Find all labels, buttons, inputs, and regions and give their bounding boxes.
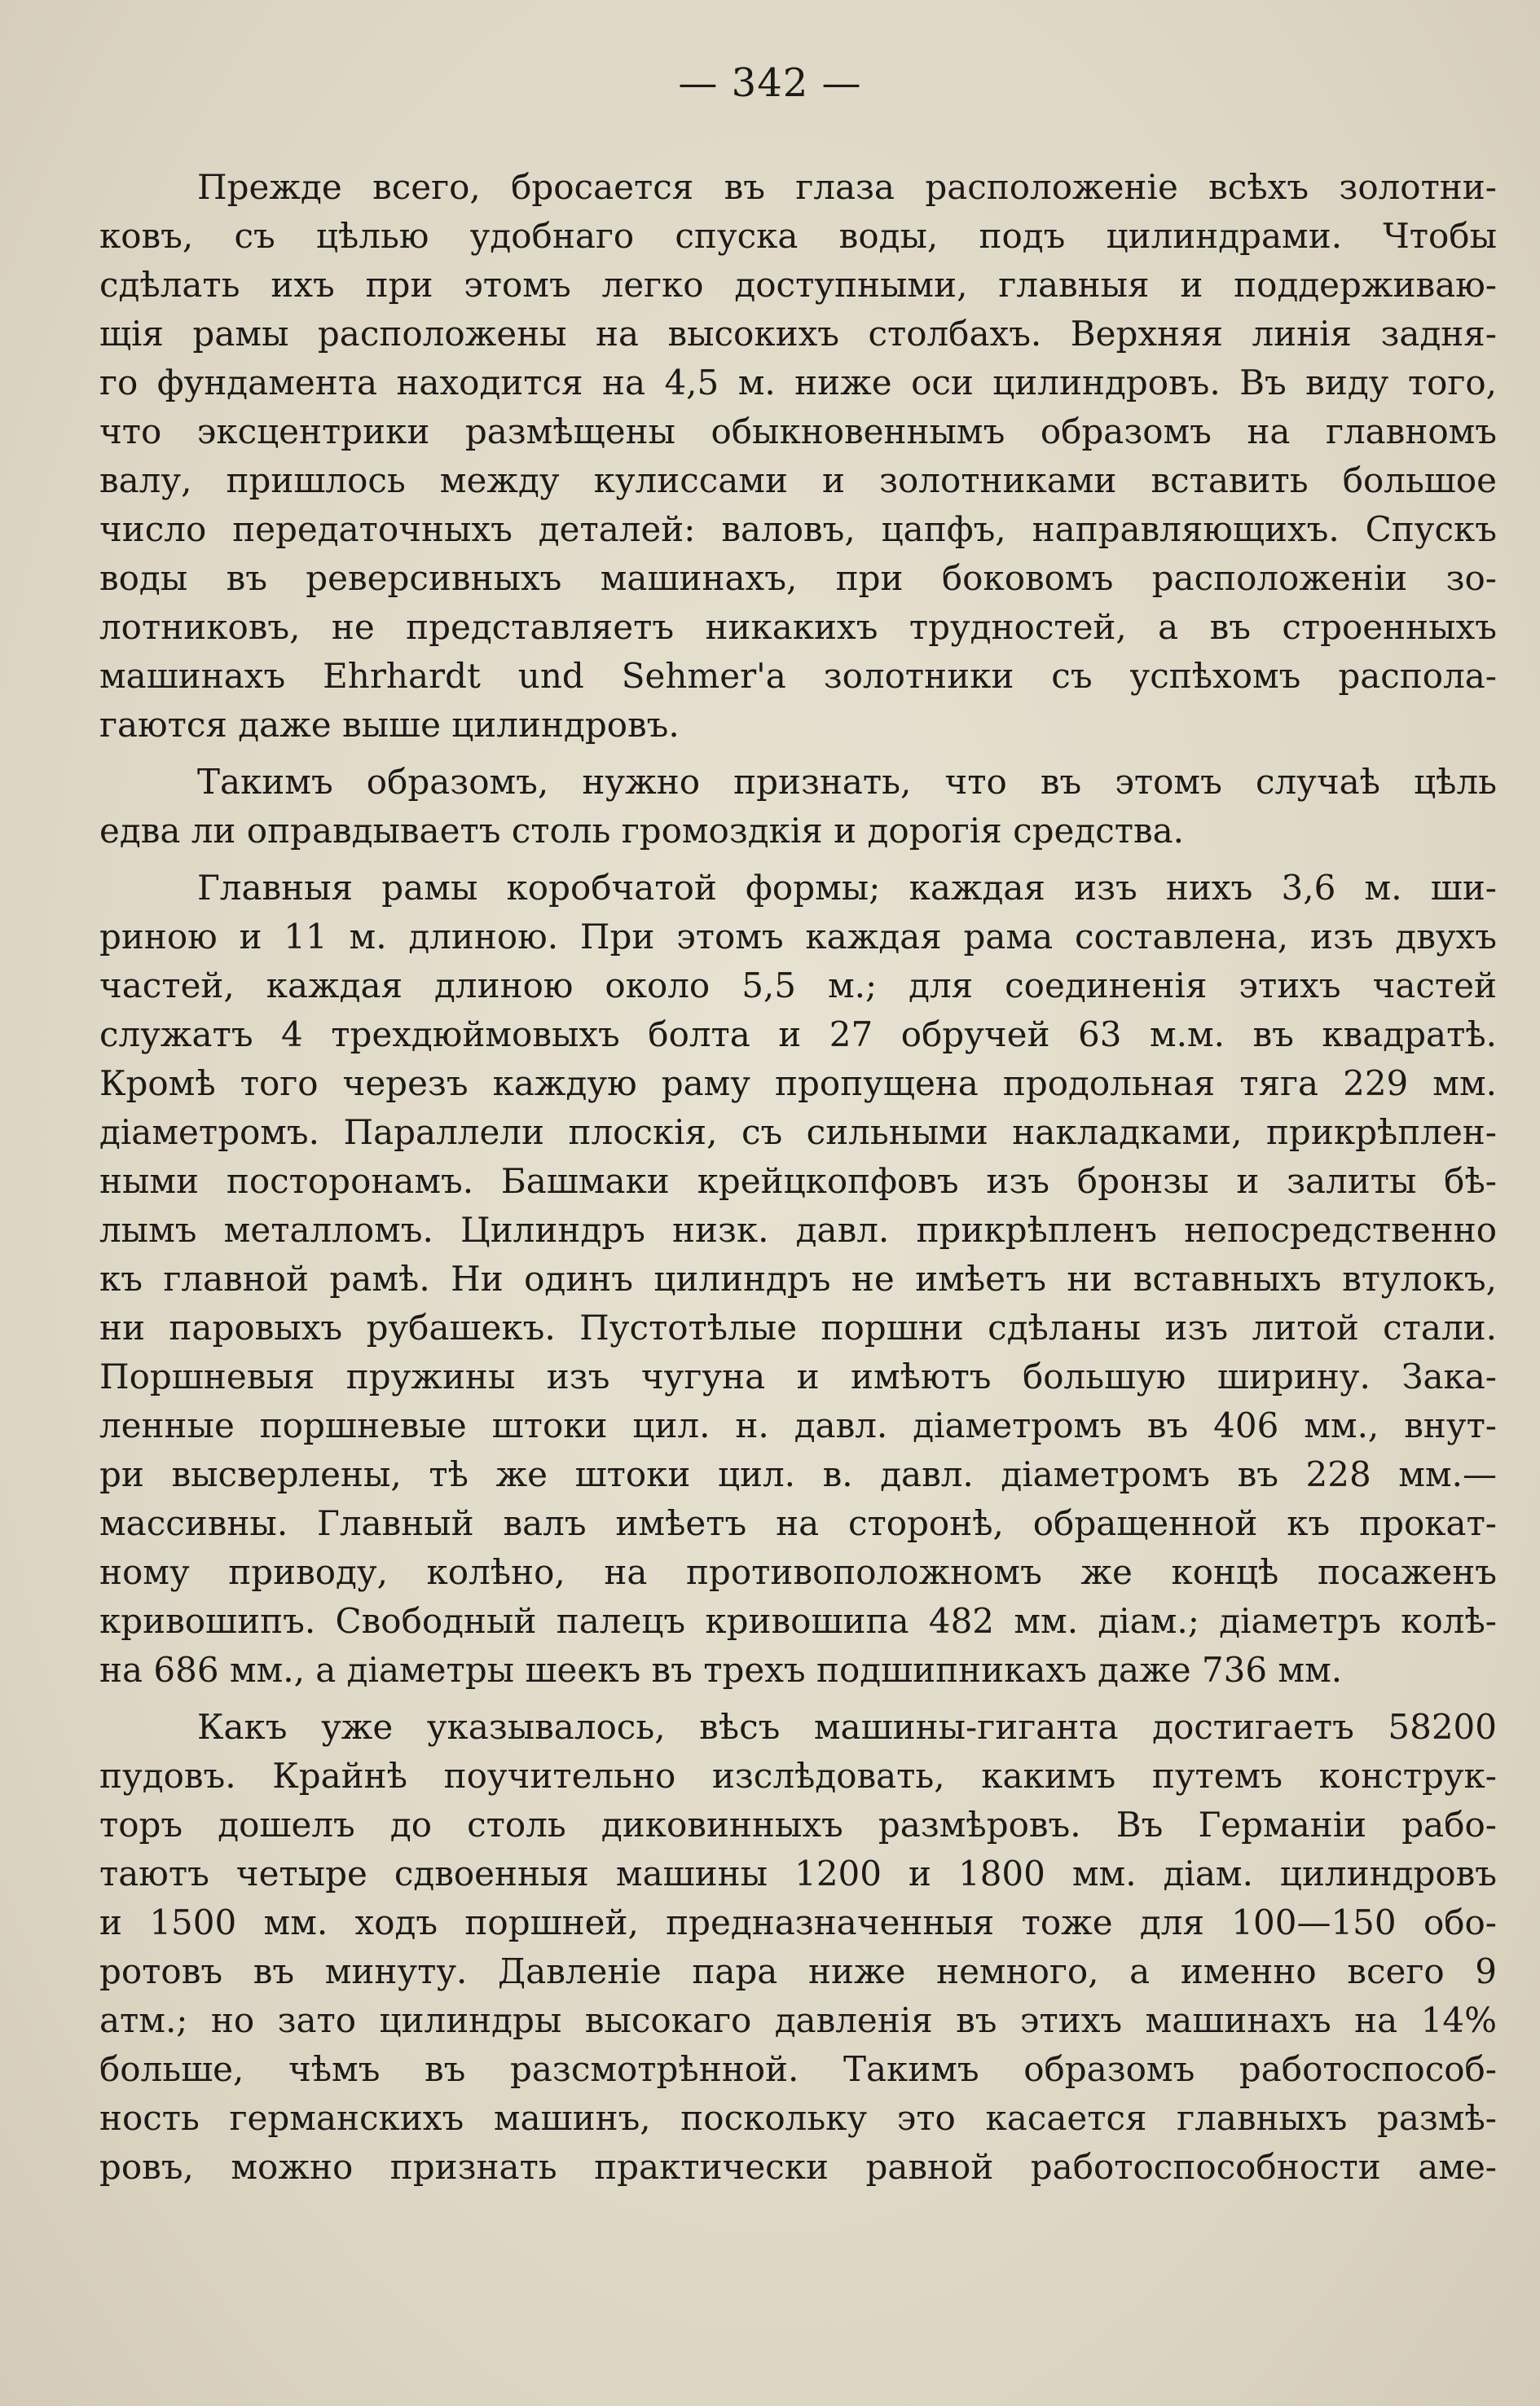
paragraph xyxy=(99,1703,1497,2192)
text-line: кривошипъ. Свободный палецъ кривошипа 482 мм. дiам.; дiаметръ колѣ- xyxy=(99,1601,1497,1641)
text-line: гаются даже выше цилиндровъ. xyxy=(99,705,680,745)
text-line: щiя рамы расположены на высокихъ столбахъ. Верхняя линiя задня- xyxy=(99,314,1497,354)
text-line: число передаточныхъ деталей: валовъ, цапфъ, направляющихъ. Спускъ xyxy=(99,509,1497,549)
text-line: го фундамента находится на 4,5 м. ниже оси цилиндровъ. Въ виду того, xyxy=(99,363,1497,402)
text-line: риною и 11 м. длиною. При этомъ каждая рама составлена, изъ двухъ xyxy=(99,917,1497,957)
text-line: ными посторонамъ. Башмаки крейцкопфовъ изъ бронзы и залиты бѣ- xyxy=(99,1161,1497,1201)
text-line: Какъ уже указывалось, вѣсъ машины-гиганта достигаетъ 58200 xyxy=(197,1707,1497,1747)
text-line: воды въ реверсивныхъ машинахъ, при боковомъ расположенiи зо- xyxy=(99,558,1497,598)
text-line: таютъ четыре сдвоенныя машины 1200 и 1800 мм. дiам. цилиндровъ xyxy=(99,1854,1497,1894)
text-line: Прежде всего, бросается въ глаза расположенiе всѣхъ золотни- xyxy=(197,167,1497,207)
paragraph-gap xyxy=(99,750,1497,758)
text-line: Кромѣ того черезъ каждую раму пропущена продольная тяга 229 мм. xyxy=(99,1063,1497,1103)
text-line: ровъ, можно признать практически равной работоспособности аме- xyxy=(99,2147,1497,2187)
text-line: едва ли оправдываетъ столь громоздкiя и дорогiя средства. xyxy=(99,811,1184,851)
text-line: къ главной рамѣ. Ни одинъ цилиндръ не имѣетъ ни вставныхъ втулокъ, xyxy=(99,1259,1497,1299)
paragraph-gap xyxy=(99,856,1497,864)
text-line: машинахъ Ehrhardt und Sehmer'а золотники съ успѣхомъ распола- xyxy=(99,656,1497,696)
text-line: сдѣлать ихъ при этомъ легко доступными, главныя и поддерживаю- xyxy=(99,265,1497,305)
text-line: ни паровыхъ рубашекъ. Пустотѣлые поршни сдѣланы изъ литой стали. xyxy=(99,1308,1497,1348)
paragraph xyxy=(99,163,1497,750)
text-line: лымъ металломъ. Цилиндръ низк. давл. прикрѣпленъ непосредственно xyxy=(99,1210,1497,1250)
text-line: что эксцентрики размѣщены обыкновеннымъ образомъ на главномъ xyxy=(99,411,1497,451)
text-line: лотниковъ, не представляетъ никакихъ трудностей, а въ строенныхъ xyxy=(99,607,1497,647)
text-line: ному приводу, колѣно, на противоположномъ же концѣ посаженъ xyxy=(99,1552,1497,1592)
text-line: служатъ 4 трехдюймовыхъ болта и 27 обручей 63 м.м. въ квадратѣ. xyxy=(99,1014,1497,1054)
text-line: пудовъ. Крайнѣ поучительно изслѣдовать, какимъ путемъ конструк- xyxy=(99,1756,1497,1796)
page-number: — 342 — xyxy=(678,60,862,106)
text-line: массивны. Главный валъ имѣетъ на сторонѣ, обращенной къ прокат- xyxy=(99,1503,1497,1543)
text-line: частей, каждая длиною около 5,5 м.; для соединенiя этихъ частей xyxy=(99,965,1497,1005)
text-line: на 686 мм., а дiаметры шеекъ въ трехъ подшипникахъ даже 736 мм. xyxy=(99,1650,1343,1690)
text-line: ковъ, съ цѣлью удобнаго спуска воды, подъ цилиндрами. Чтобы xyxy=(99,216,1497,256)
text-line: и 1500 мм. ходъ поршней, предназначенныя тоже для 100—150 обо- xyxy=(99,1902,1497,1942)
text-line: дiаметромъ. Параллели плоскiя, съ сильными накладками, прикрѣплен- xyxy=(99,1112,1497,1152)
text-line: ротовъ въ минуту. Давленiе пара ниже немного, а именно всего 9 xyxy=(99,1951,1497,1991)
text-line: Главныя рамы коробчатой формы; каждая изъ нихъ 3,6 м. ши- xyxy=(197,868,1497,908)
paragraph xyxy=(99,864,1497,1695)
text-line: ность германскихъ машинъ, поскольку это касается главныхъ размѣ- xyxy=(99,2098,1497,2138)
text-line: Такимъ образомъ, нужно признать, что въ этомъ случаѣ цѣль xyxy=(197,762,1497,802)
text-line: больше, чѣмъ въ разсмотрѣнной. Такимъ образомъ работоспособ- xyxy=(99,2049,1497,2089)
paragraph-gap xyxy=(99,1695,1497,1703)
text-line: валу, пришлось между кулиссами и золотниками вставить большое xyxy=(99,460,1497,500)
paragraph xyxy=(99,758,1497,856)
text-line: ленные поршневые штоки цил. н. давл. дiаметромъ въ 406 мм., внут- xyxy=(99,1405,1497,1445)
text-line: торъ дошелъ до столь диковинныхъ размѣровъ. Въ Германiи рабо- xyxy=(99,1805,1497,1845)
text-line: атм.; но зато цилиндры высокаго давленiя въ этихъ машинахъ на 14% xyxy=(99,2000,1497,2040)
body-text xyxy=(99,163,1497,2192)
text-line: ри высверлены, тѣ же штоки цил. в. давл. дiаметромъ въ 228 мм.— xyxy=(99,1454,1497,1494)
text-line: Поршневыя пружины изъ чугуна и имѣютъ большую ширину. Зака- xyxy=(99,1357,1497,1397)
